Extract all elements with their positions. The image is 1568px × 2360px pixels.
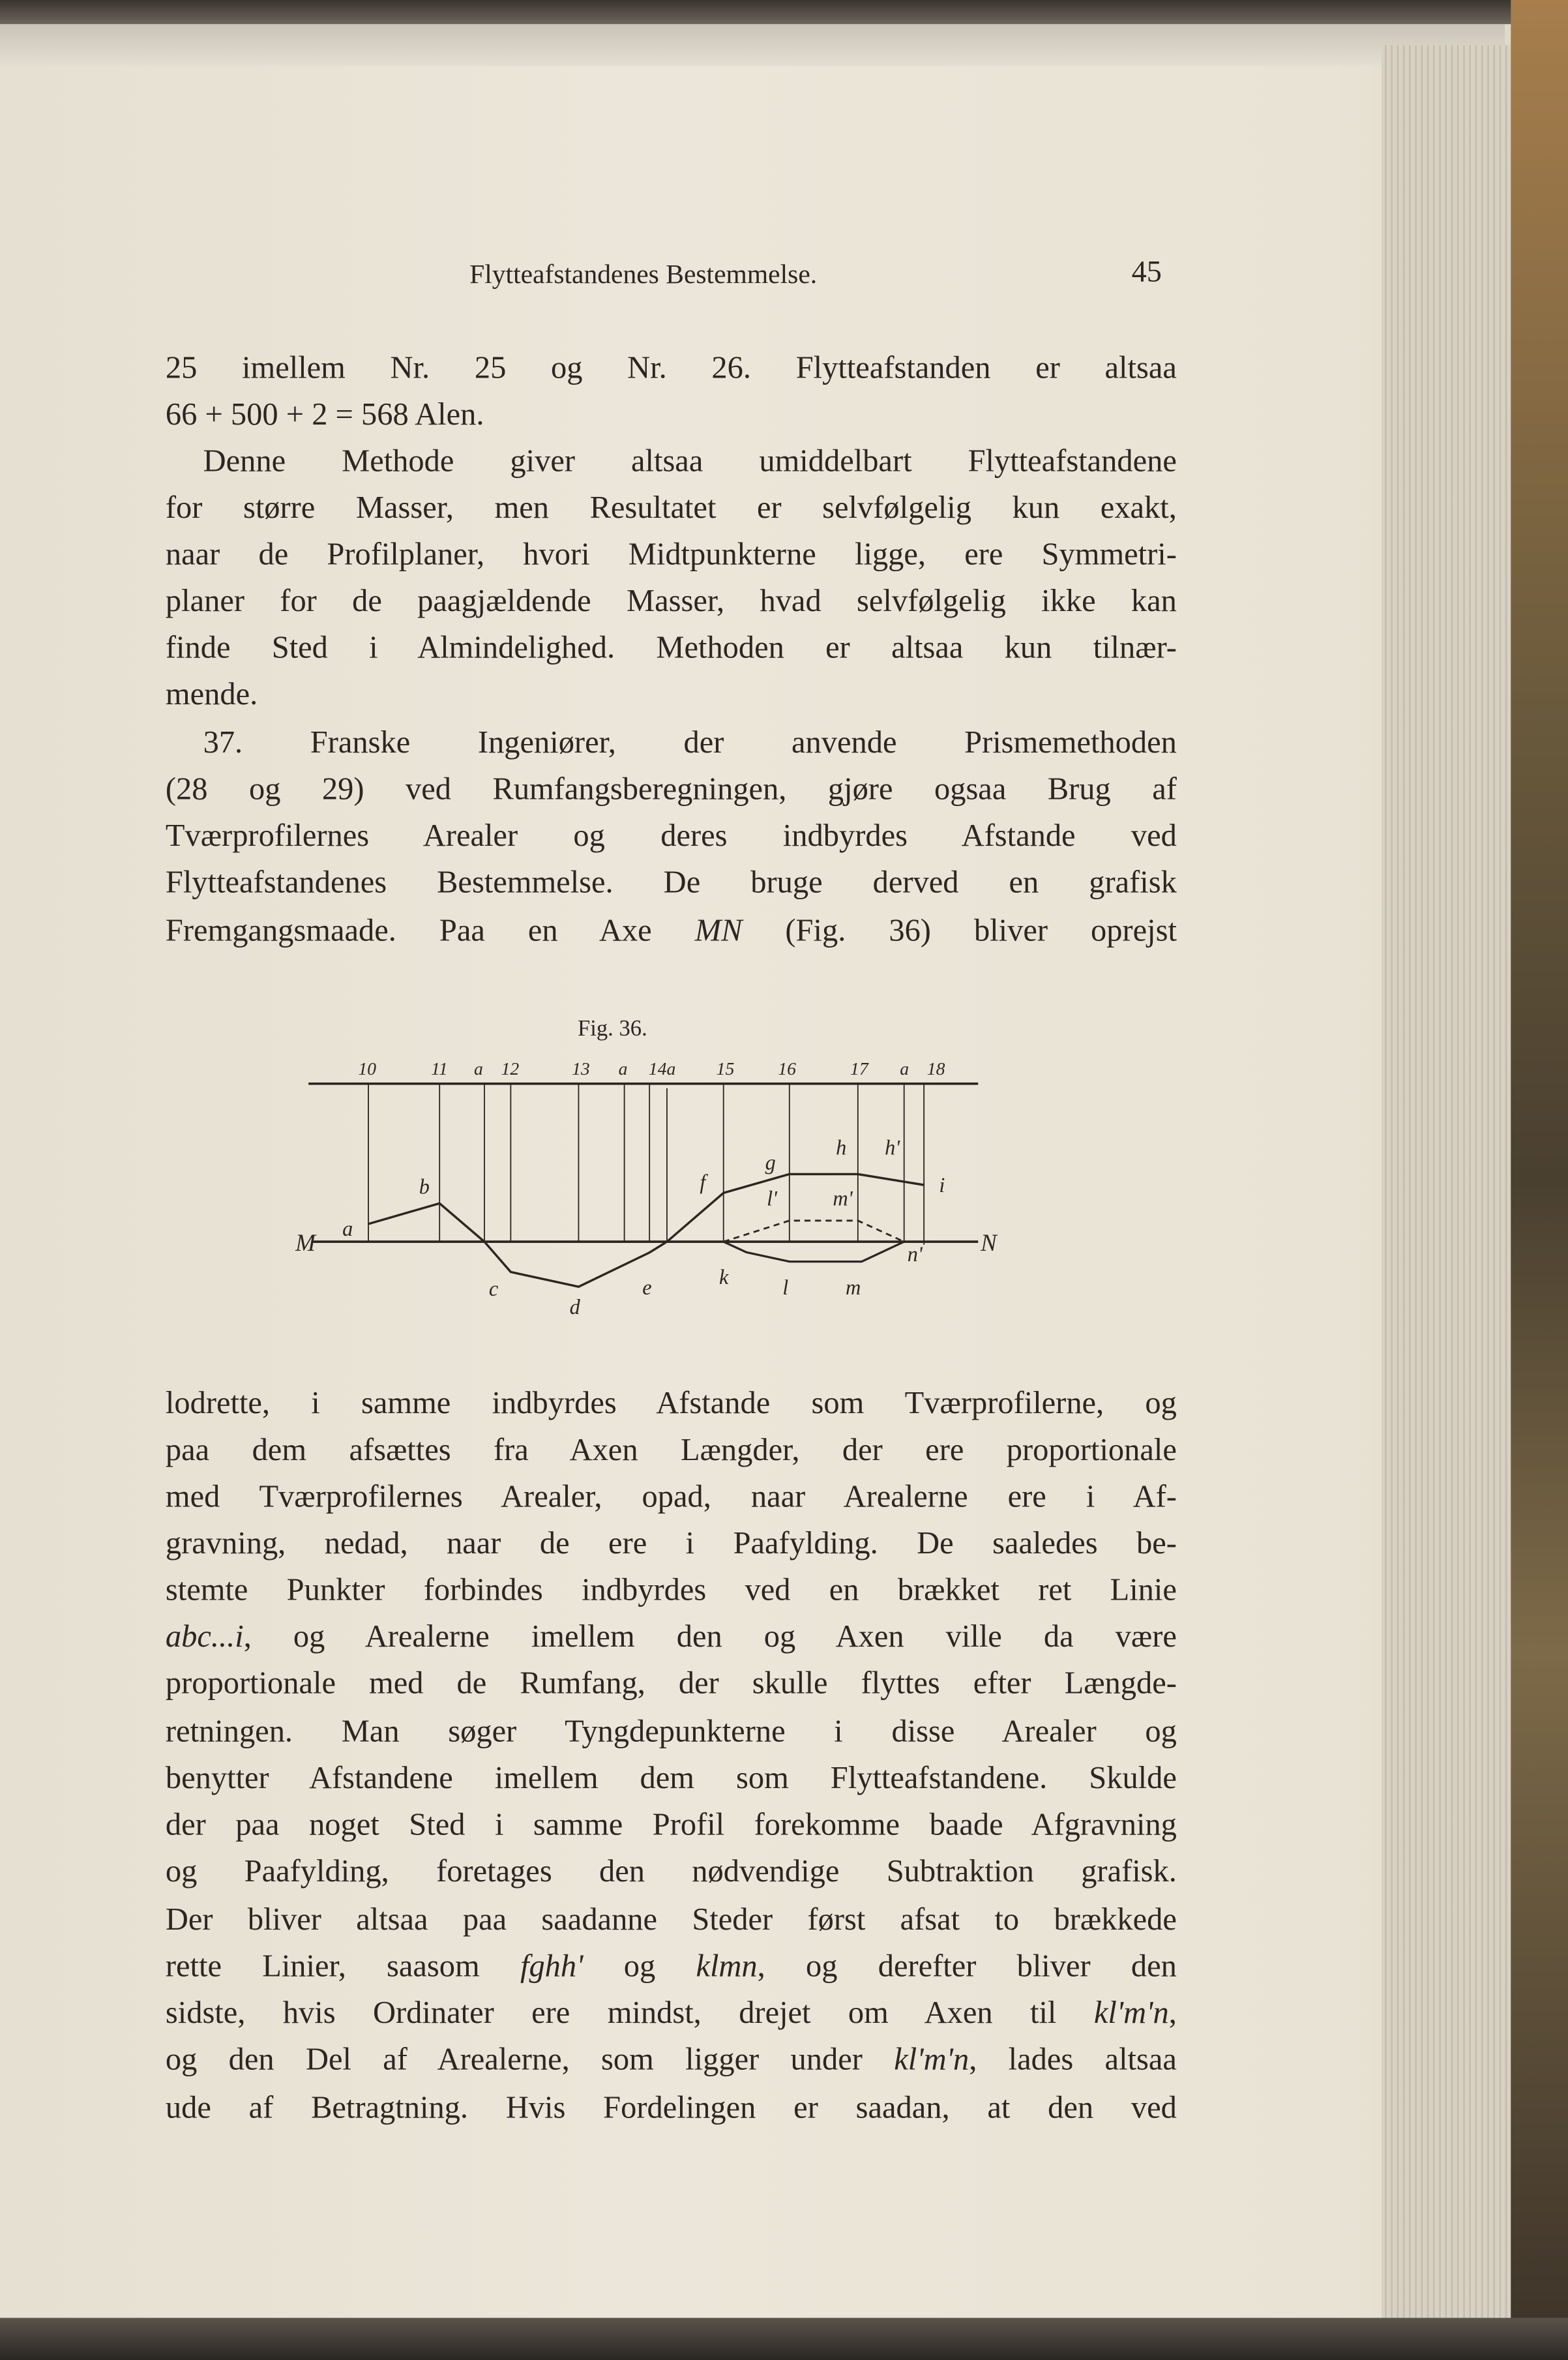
profile-number-label: 16 [778, 1058, 796, 1079]
text-segment: 25 imellem Nr. 25 og Nr. 26. Flytteafstanden er altsaa [165, 349, 1177, 385]
text-line [166, 1382, 1177, 1424]
text-segment: Denne Methode giver altsaa umiddelbart Flytteafstandene [203, 442, 1177, 479]
text-segment: naar de Profilplaner, hvori Midtpunkterne ligge, ere Symmetri- [165, 535, 1177, 573]
text-segment: og Paafylding, foretages den nødvendige Subtraktion grafisk. [165, 1853, 1177, 1889]
point-label-i: i [939, 1173, 945, 1197]
text-segment: retningen. Man søger Tyngdepunkterne i disse Arealer og [165, 1712, 1177, 1749]
profile-number-label: 14a [648, 1058, 676, 1079]
running-title: Flytteafstandenes Bestemmelse. [469, 258, 818, 290]
italic-symbol: MN [694, 912, 743, 949]
profile-number-label: 10 [358, 1058, 377, 1079]
text-segment: og den Del af Arealerne, som ligger under [165, 2040, 895, 2078]
italic-symbol: abc...i [165, 1618, 244, 1654]
point-label-h: h [836, 1135, 847, 1159]
italic-symbol: kl'm'n [1093, 1994, 1169, 2031]
italic-symbol: kl'm'n [894, 2040, 969, 2078]
profile-number-label: 11 [431, 1058, 448, 1079]
text-segment: (Fig. 36) bliver oprejst [742, 912, 1177, 949]
text-segment: Flytteafstandenes Bestemmelse. De bruge derved en grafisk [165, 863, 1177, 901]
text-line [166, 2038, 1177, 2080]
point-label-m: M [295, 1229, 316, 1256]
text-segment: , lades altsaa [969, 2040, 1177, 2078]
point-label-l2: l' [767, 1186, 777, 1210]
text-line [166, 1428, 1177, 1471]
text-line [166, 1568, 1177, 1611]
point-label-n: N [981, 1229, 997, 1256]
text-segment: (28 og 29) ved Rumfangsberegningen, gjøre ogsaa Brug af [165, 770, 1177, 807]
text-segment: lodrette, i samme indbyrdes Afstande som Tværprofilerne, og [165, 1384, 1177, 1421]
profile-number-label: 12 [501, 1058, 520, 1079]
profile-number-label: a [618, 1058, 628, 1079]
text-line [166, 1945, 1177, 1987]
point-label-g: g [765, 1150, 776, 1174]
text-line [166, 1710, 1177, 1752]
text-segment: stemte Punkter forbindes indbyrdes ved en brækket ret Linie [165, 1571, 1177, 1607]
text-line [166, 1992, 1177, 2034]
text-segment: 66 + 500 + 2 = 568 Alen. [165, 396, 484, 432]
text-segment: og [583, 1947, 696, 1984]
point-label-m: m [846, 1275, 861, 1299]
point-label-h2: h' [885, 1135, 900, 1159]
text-segment: finde Sted i Almindelighed. Methoden er altsaa kun tilnær- [165, 629, 1177, 666]
text-line [166, 1756, 1177, 1799]
profile-number-label: 17 [850, 1058, 868, 1079]
point-label-m2: m' [833, 1186, 853, 1210]
text-segment: Tværprofilernes Arealer og deres indbyrdes Afstande ved [165, 817, 1177, 854]
text-segment: ude af Betragtning. Hvis Fordelingen er saadan, at den ved [165, 2089, 1177, 2125]
text-segment: benytter Afstandene imellem dem som Flytteafstandene. Skulde [165, 1759, 1177, 1796]
text-line [166, 1475, 1177, 1517]
text-segment: gravning, nedad, naar de ere i Paafylding. De saaledes be- [165, 1525, 1177, 1561]
text-segment: 37. Franske Ingeniører, der anvende Prismemethoden [203, 724, 1177, 760]
point-label-l: l [782, 1275, 789, 1299]
text-line [166, 1662, 1177, 1704]
profile-number-label: 15 [716, 1058, 735, 1079]
profile-number-label: 13 [572, 1058, 590, 1079]
text-line [166, 1898, 1177, 1940]
text-segment: der paa noget Sted i samme Profil forekomme baade Afgravning [165, 1806, 1177, 1843]
point-label-b: b [419, 1174, 430, 1199]
point-label-n2: n' [907, 1242, 923, 1266]
profile-number-label: a [900, 1058, 910, 1079]
text-line [166, 1803, 1177, 1845]
point-label-k: k [719, 1264, 729, 1289]
point-label-f: f [700, 1170, 706, 1194]
profile-number-label: a [474, 1058, 483, 1079]
text-segment: paa dem afsættes fra Axen Længder, der ere proportionale [165, 1431, 1177, 1468]
figure-caption: Fig. 36. [578, 1015, 647, 1041]
page-number: 45 [1131, 256, 1162, 290]
text-segment: Der bliver altsaa paa saadanne Steder først afsat to brækkede [165, 1901, 1177, 1937]
point-label-a: a [342, 1216, 353, 1240]
text-segment: mende. [165, 676, 258, 712]
text-line [166, 1850, 1177, 1892]
text-segment: , [1168, 1994, 1177, 2031]
profile-number-label: 18 [926, 1058, 945, 1079]
text-segment: for større Masser, men Resultatet er selvfølgelig kun exakt, [165, 489, 1177, 526]
text-line [166, 1615, 1177, 1658]
italic-symbol: fghh' [520, 1947, 584, 1984]
point-label-d: d [569, 1294, 580, 1319]
text-segment: Fremgangsmaade. Paa en Axe [165, 912, 695, 949]
text-segment: rette Linier, saasom [165, 1947, 520, 1984]
dashed-line-kl-m-n [724, 1221, 904, 1242]
point-label-c: c [488, 1277, 499, 1301]
text-segment: sidste, hvis Ordinater ere mindst, drejet om Axen til [165, 1994, 1094, 2031]
text-segment: proportionale med de Rumfang, der skulle flyttes efter Længde- [165, 1664, 1177, 1701]
broken-line-klmn [724, 1242, 904, 1261]
text-segment: , og Arealerne imellem den og Axen ville da være [243, 1618, 1177, 1654]
text-segment: , og derefter bliver den [757, 1947, 1177, 1984]
text-segment: med Tværprofilernes Arealer, opad, naar Arealerne ere i Af- [165, 1478, 1177, 1514]
text-line [166, 1521, 1177, 1564]
text-line [166, 2086, 1177, 2128]
text-segment: planer for de paagjældende Masser, hvad selvfølgelig ikke kan [165, 582, 1177, 619]
italic-symbol: klmn [696, 1947, 758, 1984]
point-label-e: e [642, 1275, 652, 1299]
